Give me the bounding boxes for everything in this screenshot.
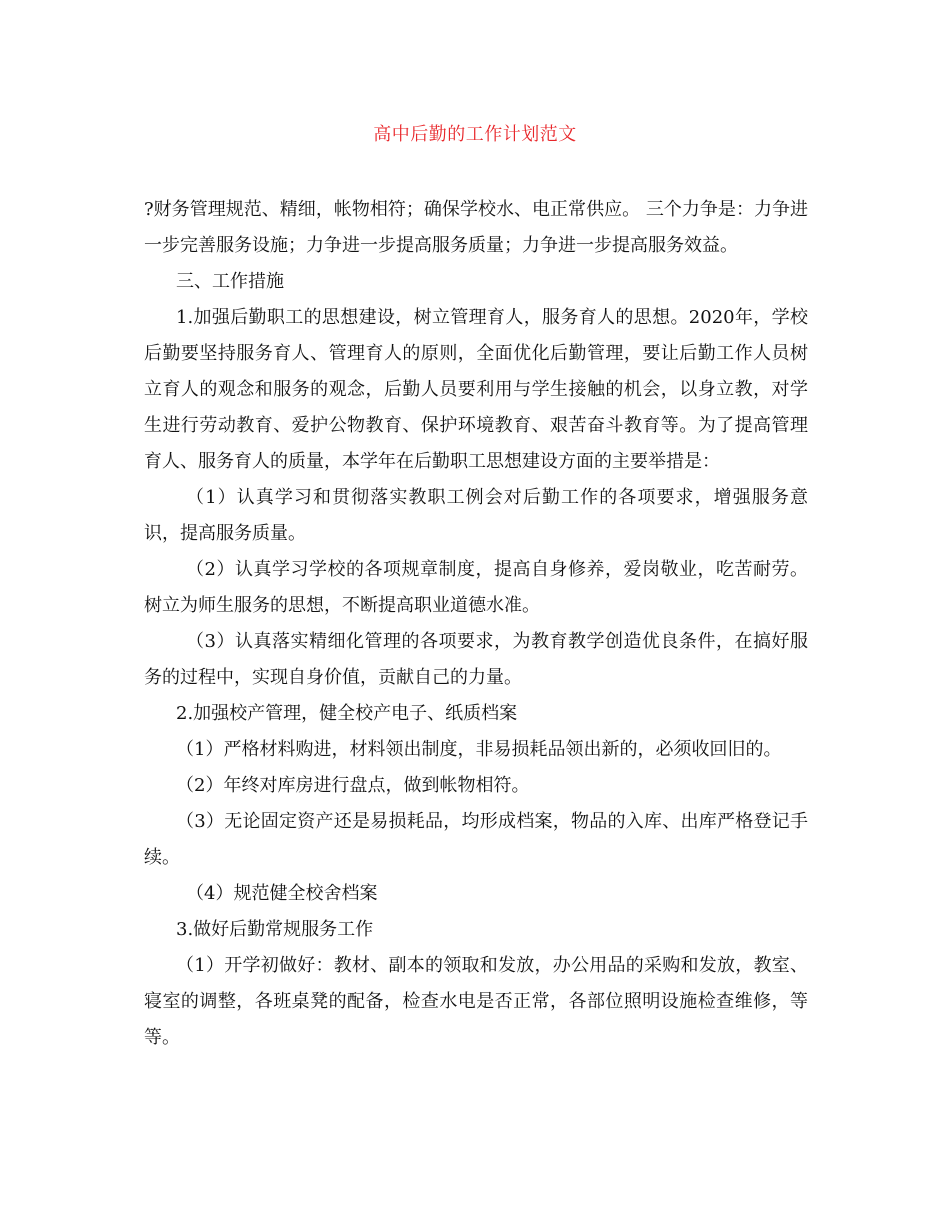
document-body: [144, 192, 808, 1056]
list-item-2-3: （3）无论固定资产还是易损耗品，均形成档案，物品的入库、出库严格登记手续。: [144, 811, 808, 868]
list-item-2-4: （4）规范健全校舍档案: [186, 883, 378, 904]
list-item-1-3: （3）认真落实精细化管理的各项要求，为教育教学创造优良条件，在搞好服务的过程中，实现自身价值，贡献自己的力量。: [144, 631, 808, 688]
list-item-1-1: （1）认真学习和贯彻落实教职工例会对后勤工作的各项要求，增强服务意识，提高服务质量。: [144, 487, 808, 544]
paragraph-measure-3: 3.做好后勤常规服务工作: [176, 919, 374, 940]
paragraph-goals: ?财务管理规范、精细，帐物相符；确保学校水、电正常供应。 三个力争是：力争进一步完善服务设施；力争进一步提高服务质量；力争进一步提高服务效益。: [144, 199, 808, 256]
section-heading-measures: 三、工作措施: [176, 271, 284, 292]
list-item-3-1: （1）开学初做好：教材、副本的领取和发放，办公用品的采购和发放，教室、寝室的调整，各班桌凳的配备，检查水电是否正常，各部位照明设施检查维修，等等。: [144, 955, 808, 1048]
document-title: 高中后勤的工作计划范文: [373, 124, 577, 145]
list-item-1-2: （2）认真学习学校的各项规章制度，提高自身修养，爱岗敬业，吃苦耐劳。树立为师生服务的思想，不断提高职业道德水准。: [144, 559, 808, 616]
paragraph-measure-2: 2.加强校产管理，健全校产电子、纸质档案: [176, 703, 518, 724]
paragraph-measure-1: 1.加强后勤职工的思想建设，树立管理育人，服务育人的思想。2020年，学校后勤要坚持服务育人、管理育人的原则，全面优化后勤管理，要让后勤工作人员树立育人的观念和服务的观念，后勤人员要利用与学生接触的机会，以身立教，对学生进行劳动教育、爱护公物教育、保护环境教育、艰苦奋斗教育等。为了提高管理育人、服务育人的质量，本学年在后勤职工思想建设方面的主要举措是：: [144, 307, 808, 472]
list-item-2-1: （1）严格材料购进，材料领出制度，非易损耗品领出新的，必须收回旧的。: [176, 739, 782, 760]
list-item-2-2: （2）年终对库房进行盘点，做到帐物相符。: [176, 775, 530, 796]
